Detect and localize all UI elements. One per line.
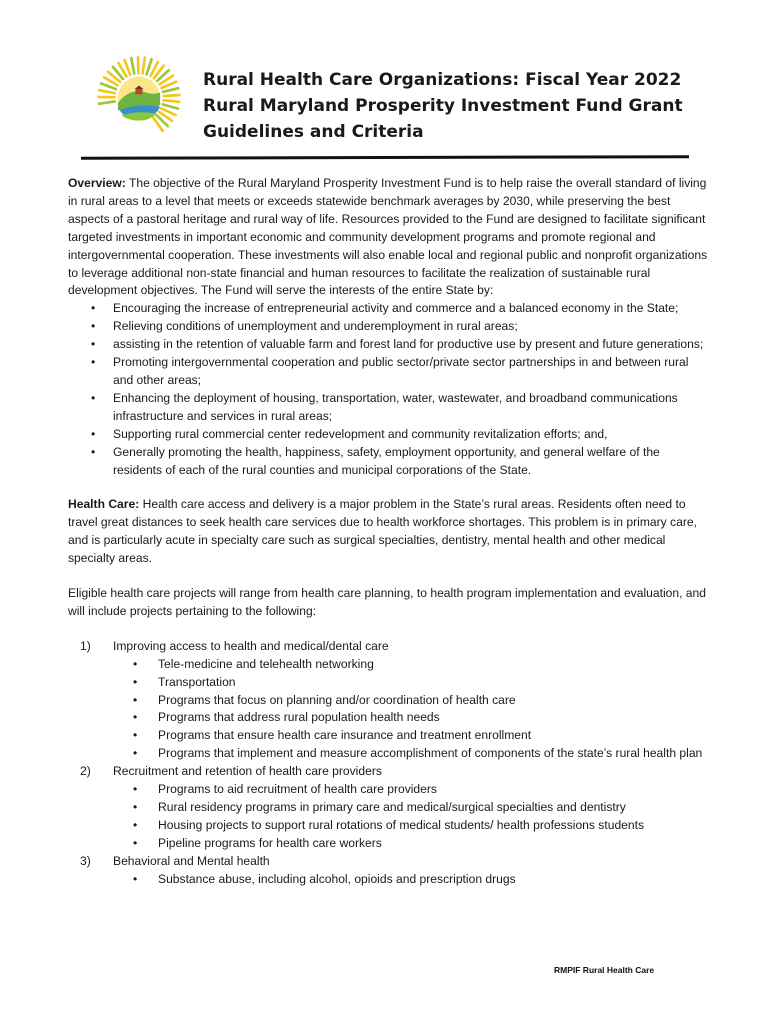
list-item: • assisting in the retention of valuable farm and forest land for productive use by present and future generations;	[68, 336, 708, 354]
list-item: • Programs that address rural population health needs	[113, 709, 708, 727]
list-item: • Programs that focus on planning and/or coordination of health care	[113, 692, 708, 710]
sun-ray	[147, 59, 152, 74]
list-item: • Encouraging the increase of entrepreneurial activity and commerce and a balanced economy in the State;	[68, 300, 708, 318]
eligible-intro: Eligible health care projects will range from health care planning, to health program implementation and evaluation, and will include projects pertaining to the following:	[68, 586, 706, 618]
item-title: Recruitment and retention of health care providers	[113, 764, 382, 779]
overview-paragraph	[68, 175, 708, 300]
sun-ray	[99, 101, 115, 103]
numbered-item	[68, 763, 708, 853]
sun-ray	[163, 88, 178, 92]
list-item: • Enhancing the deployment of housing, transportation, water, wastewater, and broadband communications infrastructure and services in rural areas;	[68, 390, 708, 426]
health-care-text: Health care access and delivery is a major problem in the State’s rural areas. Residents often need to travel great distances to seek health care services due to health workforce shortages. This problem is in primary care, and is particularly acute in specialty care such as surgical specialties, dentistry, mental health and other medical specialty areas.	[68, 497, 697, 566]
sun-ray	[164, 95, 180, 96]
list-item: • Transportation	[113, 674, 708, 692]
sun-ray	[143, 58, 145, 74]
document-body	[68, 175, 708, 889]
item-number: 2)	[80, 764, 91, 779]
sun-ray	[164, 100, 180, 102]
list-item: • Programs to aid recruitment of health care providers	[113, 781, 708, 799]
sun-ray	[131, 58, 134, 74]
list-item: • Programs that ensure health care insurance and treatment enrollment	[113, 727, 708, 745]
title-line: Guidelines and Criteria	[203, 122, 424, 142]
list-item: • Programs that implement and measure accomplishment of components of the state’s rural health plan	[113, 745, 708, 763]
overview-bullets	[68, 300, 708, 479]
list-item: • Tele-medicine and telehealth networking	[113, 656, 708, 674]
list-item: • Housing projects to support rural rotations of medical students/ health professions students	[113, 817, 708, 835]
overview-label: Overview:	[68, 176, 126, 190]
item-title: Behavioral and Mental health	[113, 853, 270, 868]
sub-list	[113, 871, 708, 889]
list-item: • Supporting rural commercial center redevelopment and community revitalization efforts; and,	[68, 426, 708, 444]
list-item: • Substance abuse, including alcohol, opioids and prescription drugs	[113, 871, 708, 889]
health-care-label: Health Care:	[68, 497, 140, 512]
title-line: Rural Health Care Organizations: Fiscal Year 2022	[203, 70, 682, 90]
logo-icon	[95, 52, 183, 140]
title-line: Rural Maryland Prosperity Investment Fund Grant	[203, 96, 683, 116]
health-care-paragraph	[68, 496, 708, 568]
list-item: • Relieving conditions of unemployment and underemployment in rural areas;	[68, 318, 708, 336]
list-item: • Pipeline programs for health care workers	[113, 835, 708, 853]
numbered-item	[68, 638, 708, 763]
document-title	[203, 67, 683, 145]
list-item: • Generally promoting the health, happiness, safety, employment opportunity, and general welfare of the residents of each of the rural counties and municipal corporations of the State.	[68, 444, 708, 480]
sub-list	[113, 781, 708, 853]
page-footer: RMPIF Rural Health Care	[554, 965, 655, 975]
sub-list	[113, 656, 708, 763]
sun-ray	[163, 104, 178, 108]
list-item: • Promoting intergovernmental cooperation and public sector/private sector partnerships in and between rural and other areas;	[68, 354, 708, 390]
item-number: 1)	[80, 638, 91, 653]
overview-text: The objective of the Rural Maryland Prosperity Investment Fund is to help raise the overall standard of living in rural areas to a level that meets or exceeds statewide benchmark averages by 2030, while preserving the best aspects of a pastoral heritage and rural way of life. Resources provided to the Fund are designed to facilitate significant targeted investments in important economic and community development programs and promote regional and intergovernmental cooperation. These investments will also enable local and regional public and nonprofit organizations to leverage additional non-state financial and human resources to facilitate the realization of sustainable rural development objectives. The Fund will serve the interests of the entire State by:	[68, 176, 708, 298]
list-item: • Rural residency programs in primary care and medical/surgical specialties and dentistry	[113, 799, 708, 817]
numbered-item	[68, 853, 708, 889]
header-divider	[81, 155, 689, 160]
item-number: 3)	[80, 853, 91, 868]
eligible-list	[68, 638, 708, 889]
item-title: Improving access to health and medical/dental care	[113, 638, 389, 653]
sun-ray	[99, 90, 115, 93]
